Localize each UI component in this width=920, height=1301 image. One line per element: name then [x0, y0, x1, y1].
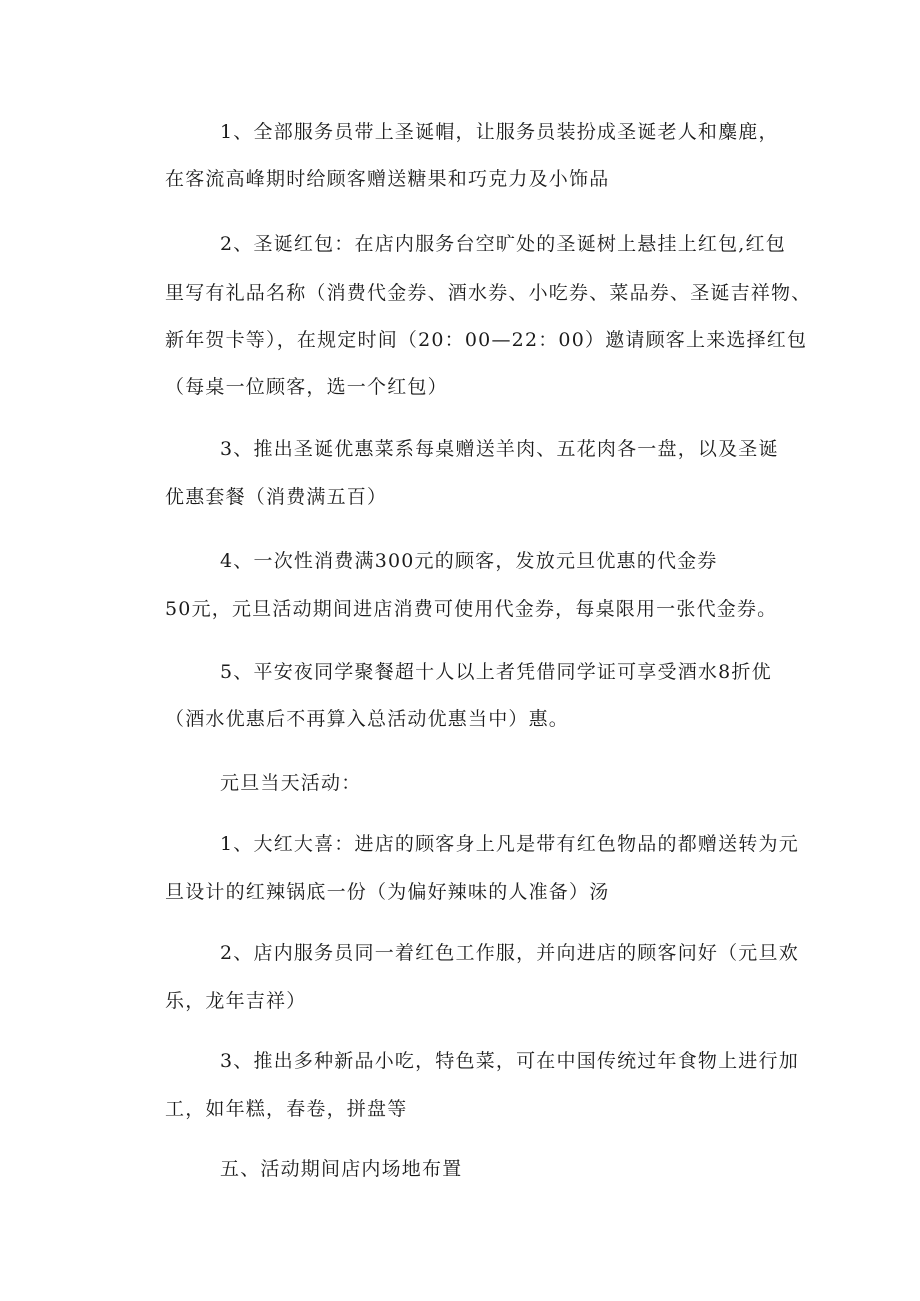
section-heading-venue-layout: 五、活动期间店内场地布置 — [220, 1158, 463, 1180]
paragraph-7-line-1: 2、店内服务员同一着红色工作服，并向进店的顾客问好（元旦欢 — [220, 942, 799, 964]
paragraph-6-line-2: 旦设计的红辣锅底一份（为偏好辣味的人准备）汤 — [165, 881, 610, 903]
paragraph-4-line-1: 4、一次性消费满300元的顾客，发放元旦优惠的代金券 — [220, 550, 718, 572]
paragraph-3-line-2: 优惠套餐（消费满五百） — [165, 486, 388, 508]
paragraph-2-line-4: （每桌一位顾客，选一个红包） — [165, 376, 448, 398]
paragraph-3-line-1: 3、推出圣诞优惠菜系每桌赠送羊肉、五花肉各一盘，以及圣诞 — [220, 438, 779, 460]
section-heading-new-year-day: 元旦当天活动： — [220, 772, 362, 794]
paragraph-1-line-2: 在客流高峰期时给顾客赠送糖果和巧克力及小饰品 — [165, 168, 610, 190]
paragraph-7-line-2: 乐，龙年吉祥） — [165, 990, 307, 1012]
paragraph-5-line-1: 5、平安夜同学聚餐超十人以上者凭借同学证可享受酒水8折优 — [220, 661, 772, 683]
paragraph-2-line-3: 新年贺卡等），在规定时间（20：00—22：00）邀请顾客上来选择红包 — [165, 329, 808, 351]
paragraph-2-line-2: 里写有礼品名称（消费代金券、酒水券、小吃券、菜品券、圣诞吉祥物、 — [165, 282, 812, 304]
paragraph-6-line-1: 1、大红大喜：进店的顾客身上凡是带有红色物品的都赠送转为元 — [220, 833, 799, 855]
paragraph-4-line-2: 50元，元旦活动期间进店消费可使用代金券，每桌限用一张代金券。 — [165, 598, 778, 620]
paragraph-2-line-1: 2、圣诞红包：在店内服务台空旷处的圣诞树上悬挂上红包,红包 — [220, 233, 786, 255]
paragraph-8-line-2: 工，如年糕，春卷，拼盘等 — [165, 1098, 408, 1120]
paragraph-8-line-1: 3、推出多种新品小吃，特色菜，可在中国传统过年食物上进行加 — [220, 1050, 799, 1072]
paragraph-1-line-1: 1、全部服务员带上圣诞帽，让服务员装扮成圣诞老人和麋鹿， — [220, 121, 779, 143]
paragraph-5-line-2: （酒水优惠后不再算入总活动优惠当中）惠。 — [165, 708, 570, 730]
